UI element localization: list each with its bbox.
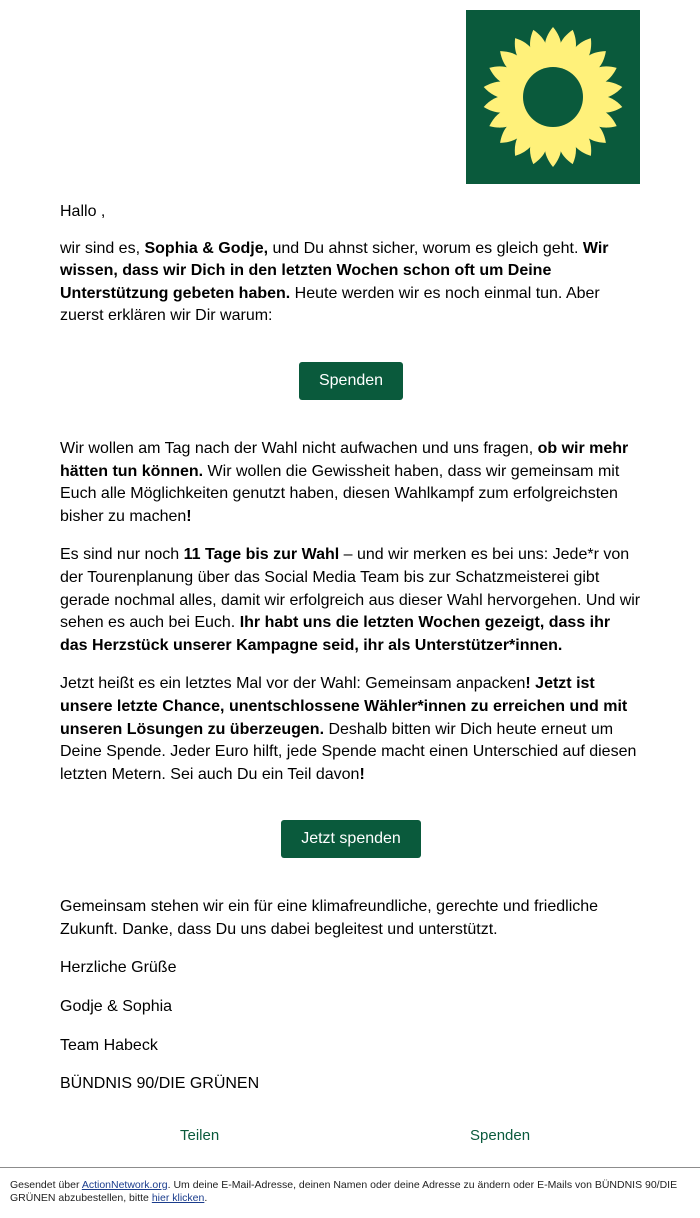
disclaimer-text	[0, 1168, 700, 1205]
text: – und wir merken es bei uns: Jede*r von der Tourenplanung über das Social Media Team bis zur Schatzmeisterei gibt gerade nochmal alles, damit wir erfolgreich aus dieser Wahl hervorgehen. Und wir sehen es auch bei Euch.	[60, 546, 641, 632]
donate-button[interactable]: Spenden	[299, 362, 403, 400]
unsubscribe-link[interactable]: hier klicken	[151, 1192, 205, 1204]
text: Gesendet über	[10, 1179, 82, 1191]
text: . Um deine E-Mail-Adresse, deinen Namen oder deine Adresse zu ändern oder E-Mails von BÜNDNIS 90/DIE GRÜNEN abzubestellen, bitte	[10, 1179, 678, 1204]
donate-link[interactable]: Spenden	[470, 1127, 531, 1144]
text-bold: Wir wissen, dass wir Dich in den letzten Wochen schon oft um Deine Unterstützung gebeten haben.	[60, 239, 609, 302]
text-bold: !	[186, 507, 192, 525]
text-bold: ! Jetzt ist unsere letzte Chance, unentschlossene Wähler*innen zu erreichen und mit unseren Lösungen zu überzeugen.	[60, 675, 628, 738]
signature-names: Godje & Sophia	[60, 998, 173, 1016]
button-row	[60, 802, 642, 896]
paragraph-intro	[60, 238, 642, 328]
text: Wir wollen die Gewissheit haben, dass wir gemeinsam mit Euch alle Möglichkeiten genutzt haben, diesen Wahlkampf zum erfolgreichsten bisher zu machen	[60, 462, 620, 525]
text: Wir wollen am Tag nach der Wahl nicht aufwachen und uns fragen,	[60, 439, 538, 457]
signature-party: BÜNDNIS 90/DIE GRÜNEN	[60, 1075, 260, 1093]
text-bold: Sophia & Godje,	[144, 239, 269, 257]
text: Es sind nur noch	[60, 546, 184, 564]
paragraph-together: Gemeinsam stehen wir ein für eine klimafreundliche, gerechte und friedliche Zukunft. Danke, dass Du uns dabei begleitest und unterstützt.	[60, 898, 599, 938]
email-body	[60, 201, 642, 1112]
paragraph-last-chance	[60, 673, 642, 786]
actionnetwork-link[interactable]: ActionNetwork.org	[81, 1179, 168, 1191]
button-row	[60, 344, 642, 438]
text-bold: !	[359, 765, 365, 783]
text-bold: ob wir mehr hätten tun können.	[60, 439, 629, 480]
sunflower-logo	[466, 10, 640, 184]
text: und Du ahnst sicher, worum es gleich geht.	[268, 239, 583, 257]
paragraph-election-day	[60, 438, 642, 528]
share-link[interactable]: Teilen	[180, 1127, 220, 1144]
greeting: Hallo ,	[60, 203, 106, 220]
sunflower-core	[523, 67, 583, 127]
closing: Herzliche Grüße	[60, 959, 177, 977]
footer-disclaimer	[0, 1167, 700, 1218]
text: Deshalb bitten wir Dich heute erneut um Deine Spende. Jeder Euro hilft, jede Spende macht einen Unterschied auf diesen letzten Metern. Sei auch Du ein Teil davon	[60, 720, 637, 783]
text: Jetzt heißt es ein letztes Mal vor der Wahl: Gemeinsam anpacken	[60, 675, 526, 693]
signature-block	[60, 896, 642, 1096]
footer-links	[0, 1127, 700, 1149]
sunflower-icon	[478, 22, 628, 172]
signature-team: Team Habeck	[60, 1036, 158, 1054]
donate-now-button[interactable]: Jetzt spenden	[281, 820, 421, 858]
paragraph-days-left	[60, 544, 642, 657]
text-bold: Ihr habt uns die letzten Wochen gezeigt, dass ihr das Herzstück unserer Kampagne seid, ihr als Unterstützer*innen.	[60, 614, 611, 654]
text-bold: 11 Tage bis zur Wahl	[183, 546, 340, 564]
text: Heute werden wir es noch einmal tun. Aber zuerst erklären wir Dir warum:	[60, 284, 600, 325]
text: .	[204, 1192, 208, 1204]
text: wir sind es,	[60, 239, 145, 257]
